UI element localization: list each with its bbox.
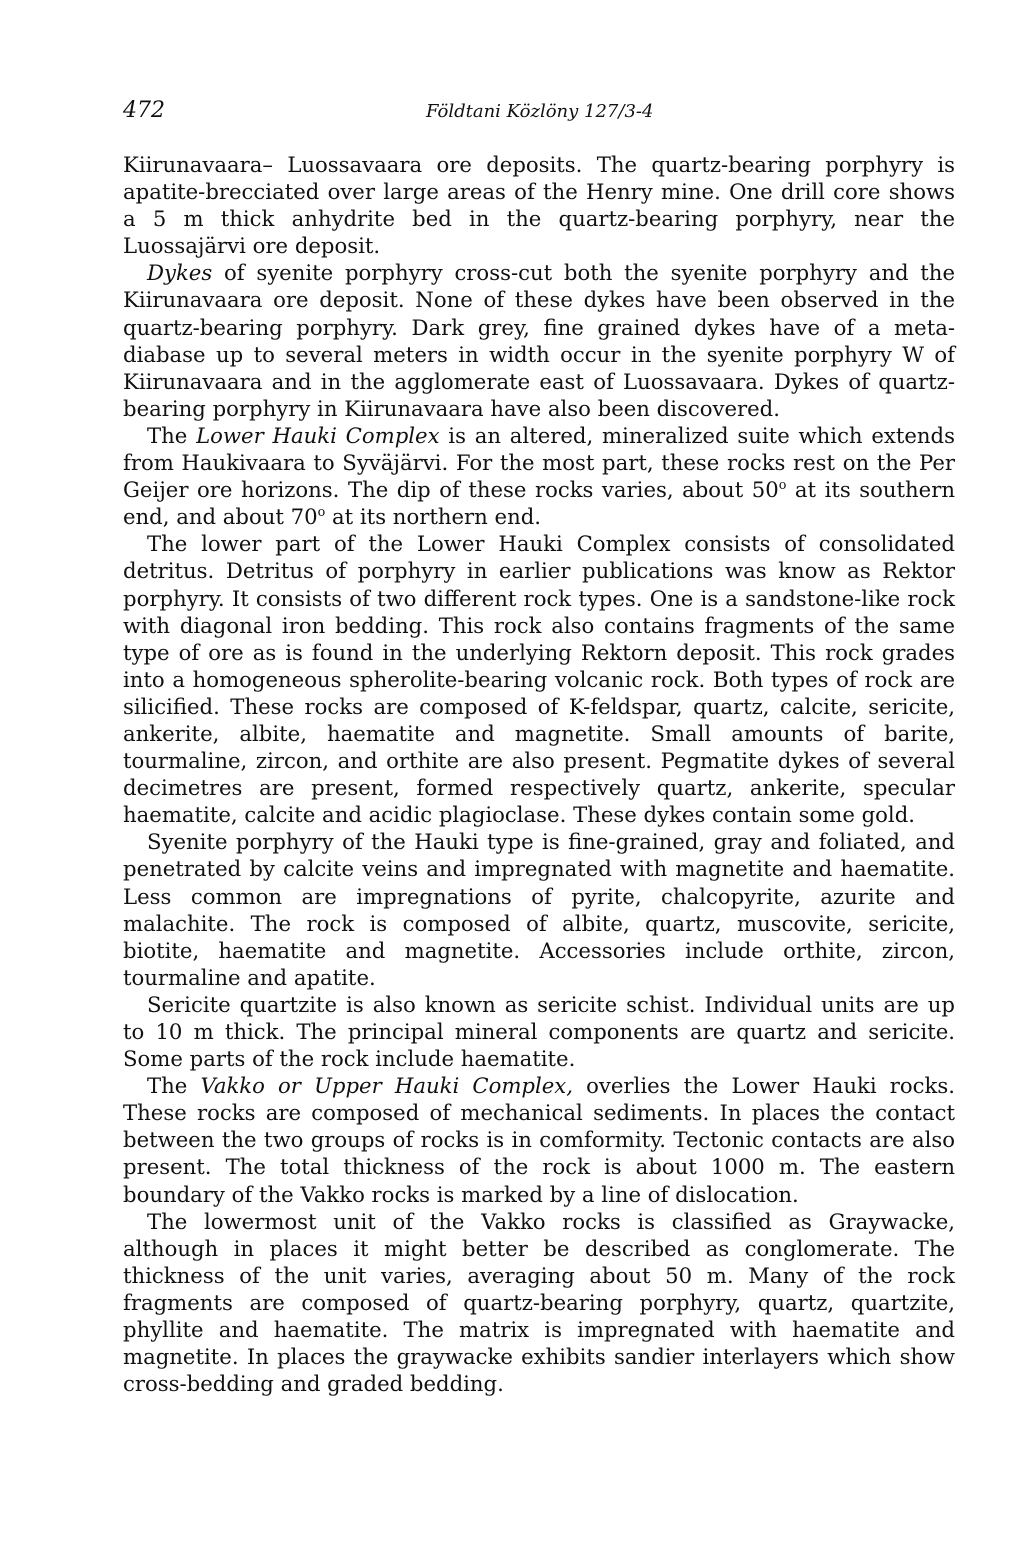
journal-running-head: Földtani Közlöny 127/3-4 — [426, 101, 654, 122]
paragraph-graywacke: The lowermost unit of the Vakko rocks is classified as Graywacke, although in places it might better be described as conglomerate. The thickness of the unit varies, averaging about 50 m. Many of the rock fragments are composed of quartz-bearing porphyry, quartz, quartzite, phyllite and haematite. The matrix is impregnated with haematite and magnetite. In places the graywacke exhibits sandier interlayers which show cross-bedding and graded bedding. — [123, 1208, 955, 1397]
paragraph-lower-hauki — [123, 422, 955, 530]
paragraph-detritus: The lower part of the Lower Hauki Complex consists of consolidated detritus. Detritus of porphyry in earlier publications was know as Rektor porphyry. It consists of two different rock types. One is a sandstone-like rock with diagonal iron bedding. This rock also contains fragments of the same type of ore as is found in the underlying Rektorn deposit. This rock grades into a homogeneous spherolite-bearing volcanic rock. Both types of rock are silicified. These rocks are composed of K-feldspar, quartz, calcite, sericite, ankerite, albite, haematite and magnetite. Small amounts of barite, tourmaline, zircon, and orthite are also present. Pegmatite dykes of several decimetres are present, formed respectively quartz, ankerite, specular haematite, calcite and acidic plagioclase. These dykes contain some gold. — [123, 531, 955, 828]
paragraph-dykes-text: of syenite porphyry cross-cut both the syenite porphyry and the Kiirunavaara ore deposit. None of these dykes have been observed in the quartz-bearing porphyry. Dark grey, fine grained dykes have of a meta-diabase up to several meters in width occur in the syenite porphyry W of Kiirunavaara and in the agglomerate east of Luossavaara. Dykes of quartz-bearing porphyry in Kiirunavaara have also been discovered. — [123, 260, 955, 421]
term-lower-hauki-complex: Lower Hauki Complex — [196, 422, 440, 448]
paragraph-lower-hauki-lead: The — [147, 422, 197, 448]
degree-mark: o — [317, 504, 326, 520]
paragraph-vakko — [123, 1072, 955, 1207]
paragraph-syenite-porphyry: Syenite porphyry of the Hauki type is fine-grained, gray and foliated, and penetrated by calcite veins and impregnated with magnetite and haematite. Less common are impregnations of pyrite, chalcopyrite, azurite and malachite. The rock is composed of albite, quartz, muscovite, sericite, biotite, haematite and magnetite. Accessories include orthite, zircon, tourmaline and apatite. — [123, 829, 955, 990]
page-header — [123, 98, 954, 128]
paragraph-vakko-text: overlies the Lower Hauki rocks. These rocks are composed of mechanical sediments. In places the contact between the two groups of rocks is in comformity. Tectonic contacts are also present. The total thickness of the rock is about 1000 m. The eastern boundary of the Vakko rocks is marked by a line of dislocation. — [123, 1073, 955, 1207]
paragraph-lower-hauki-end: at its northern end. — [325, 504, 542, 530]
paragraph-dykes — [123, 259, 955, 422]
paragraph-sericite-quartzite: Sericite quartzite is also known as sericite schist. Individual units are up to 10 m thick. The principal mineral components are quartz and sericite. Some parts of the rock include haematite. — [123, 991, 955, 1072]
paragraph-vakko-lead: The — [147, 1073, 201, 1099]
paragraph-kiirunavaara: Kiirunavaara– Luossavaara ore deposits. The quartz-bearing porphyry is apatite-brecciated over large areas of the Henry mine. One drill core shows a 5 m thick anhydrite bed in the quartz-bearing porphyry, near the Luossajärvi ore deposit. — [123, 152, 955, 259]
term-dykes: Dykes — [147, 260, 213, 286]
paragraph-lower-hauki-text: is an altered, mineralized suite which extends from Haukivaara to Syväjärvi. For the most part, these rocks rest on the Per Geijer ore horizons. The dip of these rocks varies, about 50 — [123, 422, 955, 503]
paragraph-lower-hauki-text-2: at its southern end, and about 70 — [123, 477, 955, 530]
term-vakko-complex: Vakko or Upper Hauki Complex, — [200, 1073, 573, 1099]
degree-mark: o — [778, 477, 787, 493]
page-number: 472 — [123, 98, 165, 123]
body-text — [123, 151, 955, 1397]
